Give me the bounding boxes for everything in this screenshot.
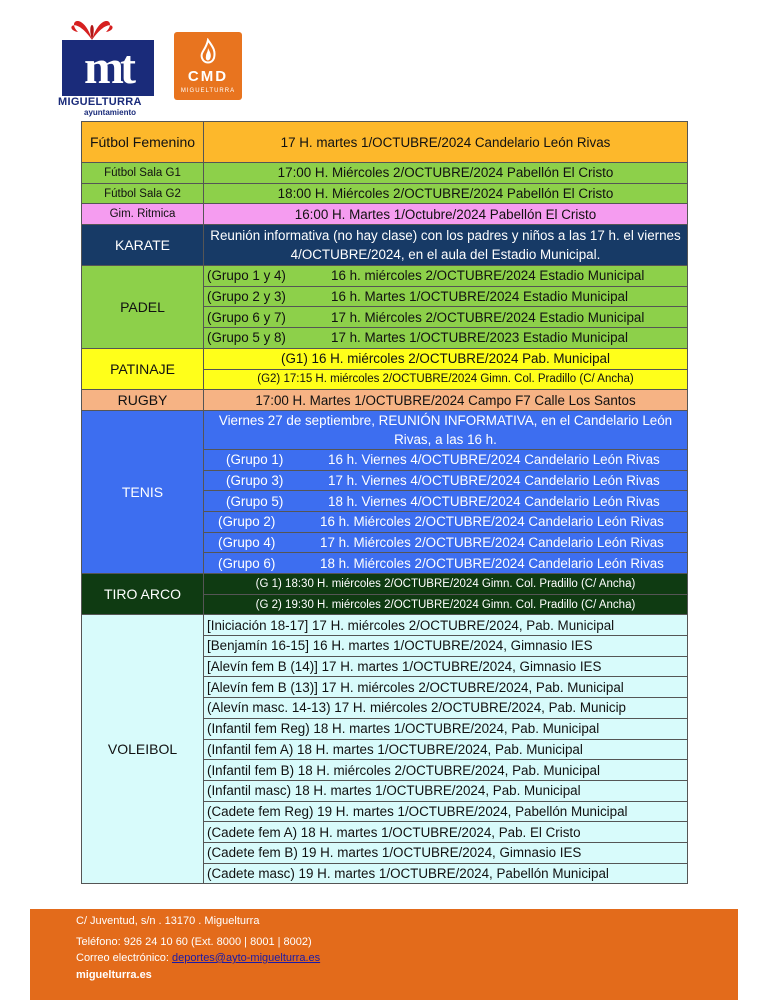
footer-email-link[interactable]: deportes@ayto-miguelturra.es (172, 952, 321, 964)
schedule-text: 17 h. Miércoles 2/OCTUBRE/2024 Candelario León Rivas (320, 534, 664, 550)
schedule-cell (204, 553, 688, 574)
schedule-cell: (Cadete fem B) 19 H. martes 1/OCTUBRE/2024, Gimnasio IES (204, 842, 688, 863)
cmd-logo (174, 32, 242, 100)
sport-cell: TENIS (82, 410, 204, 573)
schedule-text: 17 h. Miércoles 2/OCTUBRE/2024 Estadio Municipal (331, 309, 645, 325)
group-label: (Grupo 1) (226, 452, 284, 468)
schedule-cell: (Alevín masc. 14-13) 17 H. miércoles 2/OCTUBRE/2024, Pab. Municip (204, 698, 688, 719)
footer-phone: Teléfono: 926 24 10 60 (Ext. 8000 | 8001 | 8002) (76, 936, 312, 948)
group-label: (Grupo 2) (218, 514, 276, 530)
schedule-cell (204, 266, 688, 287)
sport-cell: Fútbol Sala G2 (82, 183, 204, 204)
ayuntamiento-logo (54, 10, 154, 117)
schedule-cell: [Alevín fem B (13)] 17 H. miércoles 2/OCTUBRE/2024, Pab. Municipal (204, 677, 688, 698)
schedule-cell (204, 511, 688, 532)
schedule-cell: [Alevín fem B (14)] 17 H. martes 1/OCTUBRE/2024, Gimnasio IES (204, 656, 688, 677)
sport-cell: PATINAJE (82, 348, 204, 389)
schedule-cell: (G 1) 18:30 H. miércoles 2/OCTUBRE/2024 Gimn. Col. Pradillo (C/ Ancha) (204, 574, 688, 595)
logo-mark: mt (62, 40, 154, 96)
schedule-cell: 16:00 H. Martes 1/Octubre/2024 Pabellón El Cristo (204, 204, 688, 225)
cmd-text: CMD (187, 68, 229, 85)
sport-cell: PADEL (82, 266, 204, 349)
footer-email-line (76, 952, 320, 964)
schedule-text: 18 h. Viernes 4/OCTUBRE/2024 Candelario León Rivas (328, 493, 660, 509)
schedule-cell: (G2) 17:15 H. miércoles 2/OCTUBRE/2024 Gimn. Col. Pradillo (C/ Ancha) (204, 369, 688, 390)
schedule-text: 16 h. Viernes 4/OCTUBRE/2024 Candelario León Rivas (328, 452, 660, 468)
schedule-cell: (Infantil fem B) 18 H. miércoles 2/OCTUBRE/2024, Pab. Municipal (204, 760, 688, 781)
schedule-text: 16 h. miércoles 2/OCTUBRE/2024 Estadio Municipal (331, 268, 645, 284)
schedule-cell: (Infantil masc) 18 H. martes 1/OCTUBRE/2024, Pab. Municipal (204, 780, 688, 801)
schedule-cell: (Infantil fem A) 18 H. martes 1/OCTUBRE/2024, Pab. Municipal (204, 739, 688, 760)
schedule-cell: 17:00 H. Miércoles 2/OCTUBRE/2024 Pabellón El Cristo (204, 163, 688, 184)
sport-cell: Fútbol Sala G1 (82, 163, 204, 184)
schedule-cell (204, 470, 688, 491)
schedule-text: 18 h. Miércoles 2/OCTUBRE/2024 Candelario León Rivas (320, 555, 664, 571)
schedule-cell: Viernes 27 de septiembre, REUNIÓN INFORMATIVA, en el Candelario León Rivas, a las 16 h. (204, 410, 688, 449)
table-row (82, 574, 688, 595)
table-row (82, 348, 688, 369)
footer-email-label: Correo electrónico: (76, 952, 172, 964)
cmd-sub: MIGUELTURRA (180, 88, 236, 94)
schedule-cell: (Cadete masc) 19 H. martes 1/OCTUBRE/2024, Pabellón Municipal (204, 863, 688, 884)
table-row (82, 266, 688, 287)
sport-cell: TIRO ARCO (82, 574, 204, 615)
table-row (82, 122, 688, 163)
schedule-cell (204, 532, 688, 553)
logo-name: MIGUELTURRA (58, 96, 142, 108)
schedule-cell (204, 449, 688, 470)
table-row (82, 204, 688, 225)
table-row (82, 615, 688, 636)
schedule-text: 16 h. Martes 1/OCTUBRE/2024 Estadio Municipal (331, 289, 628, 305)
schedule-cell (204, 286, 688, 307)
logo-sub: ayuntamiento (84, 108, 137, 117)
sport-cell: RUGBY (82, 390, 204, 411)
schedule-cell: 18:00 H. Miércoles 2/OCTUBRE/2024 Pabellón El Cristo (204, 183, 688, 204)
footer-address: C/ Juventud, s/n . 13170 . Miguelturra (76, 915, 260, 927)
sport-cell: VOLEIBOL (82, 615, 204, 884)
footer (30, 909, 738, 1000)
schedule-cell (204, 328, 688, 349)
schedule-text: 17 h. Martes 1/OCTUBRE/2023 Estadio Municipal (331, 330, 628, 346)
schedule-cell: (G 2) 19:30 H. miércoles 2/OCTUBRE/2024 Gimn. Col. Pradillo (C/ Ancha) (204, 594, 688, 615)
schedule-cell: (Cadete fem Reg) 19 H. martes 1/OCTUBRE/2024, Pabellón Municipal (204, 801, 688, 822)
schedule-cell: (Cadete fem A) 18 H. martes 1/OCTUBRE/2024, Pab. El Cristo (204, 822, 688, 843)
schedule-cell: [Benjamín 16-15] 16 H. martes 1/OCTUBRE/2024, Gimnasio IES (204, 636, 688, 657)
group-label: (Grupo 4) (218, 534, 276, 550)
schedule-cell: [Iniciación 18-17] 17 H. miércoles 2/OCTUBRE/2024, Pab. Municipal (204, 615, 688, 636)
footer-web[interactable]: miguelturra.es (76, 969, 152, 981)
schedule-cell (204, 491, 688, 512)
schedule-cell: 17:00 H. Martes 1/OCTUBRE/2024 Campo F7 Calle Los Santos (204, 390, 688, 411)
schedule-cell: (G1) 16 H. miércoles 2/OCTUBRE/2024 Pab. Municipal (204, 348, 688, 369)
group-label: (Grupo 6) (218, 555, 276, 571)
schedule-cell: (Infantil fem Reg) 18 H. martes 1/OCTUBRE/2024, Pab. Municipal (204, 718, 688, 739)
sport-cell: Gim. Ritmica (82, 204, 204, 225)
table-row (82, 163, 688, 184)
group-label: (Grupo 5 y 8) (207, 330, 286, 346)
schedule-text: 16 h. Miércoles 2/OCTUBRE/2024 Candelario León Rivas (320, 514, 664, 530)
group-label: (Grupo 1 y 4) (207, 268, 286, 284)
schedule-table (81, 121, 688, 884)
schedule-cell: Reunión informativa (no hay clase) con los padres y niños a las 17 h. el viernes 4/OCTUBRE/2024, en el aula del Estadio Municipal. (204, 225, 688, 266)
table-row (82, 390, 688, 411)
group-label: (Grupo 6 y 7) (207, 309, 286, 325)
sport-cell: KARATE (82, 225, 204, 266)
flame-icon (196, 38, 220, 66)
table-row (82, 225, 688, 266)
group-label: (Grupo 2 y 3) (207, 289, 286, 305)
schedule-cell (204, 307, 688, 328)
schedule-cell: 17 H. martes 1/OCTUBRE/2024 Candelario León Rivas (204, 122, 688, 163)
sport-cell: Fútbol Femenino (82, 122, 204, 163)
table-row (82, 183, 688, 204)
group-label: (Grupo 5) (226, 493, 284, 509)
group-label: (Grupo 3) (226, 472, 284, 488)
schedule-text: 17 h. Viernes 4/OCTUBRE/2024 Candelario León Rivas (328, 472, 660, 488)
table-row (82, 410, 688, 449)
